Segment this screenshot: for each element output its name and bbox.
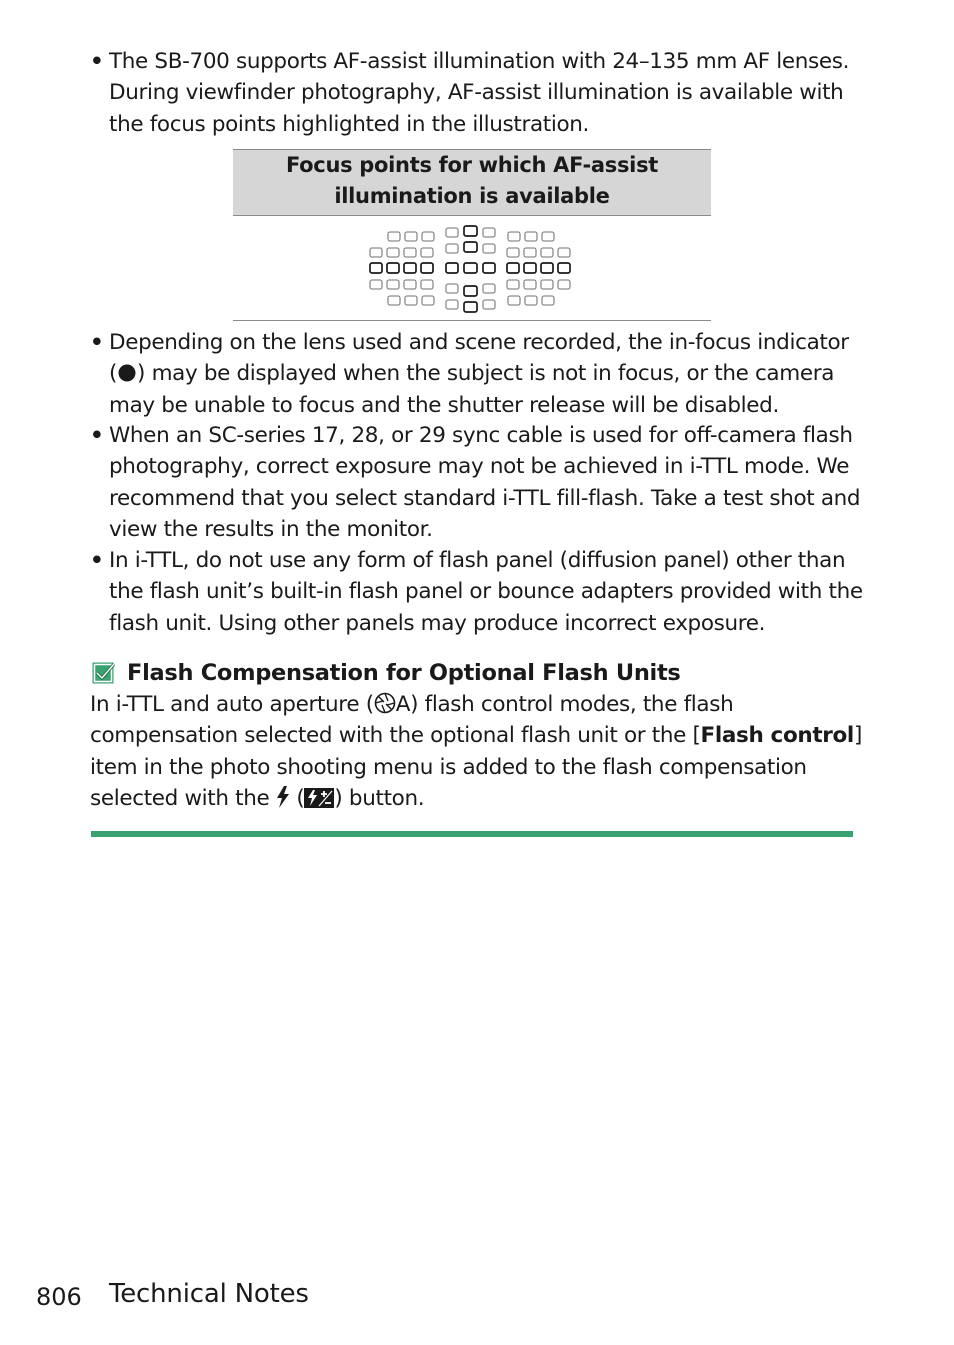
note-heading-text: Flash Compensation for Optional Flash Units [127,660,681,686]
text-line: may be unable to focus and the shutter release will be disabled. [109,392,779,418]
bullet-glyph: • [90,548,104,573]
text-line: In i-TTL, do not use any form of flash panel (diffusion panel) other than [109,548,846,573]
table-header [233,149,711,216]
bullet-flash-panel [90,545,863,639]
table-bottom-rule [233,320,711,321]
text-line: the focus points highlighted in the illustration. [109,111,590,137]
text-line: flash unit. Using other panels may produce incorrect exposure. [109,610,766,636]
bullet-glyph: • [90,49,104,74]
text-line: During viewfinder photography, AF-assist illumination is available with [109,80,844,106]
flash-icon [276,786,290,808]
text-segment: compensation selected with the optional flash unit or the [ [90,723,701,749]
text-segment: selected with the [90,785,276,811]
text-line: Depending on the lens used and scene recorded, the in-focus indicator [109,330,849,355]
table-header-line: Focus points for which AF-assist [285,153,659,177]
text-line: the flash unit’s built-in flash panel or bounce adapters provided with the [109,579,863,605]
text-segment: In i-TTL and auto aperture ( [90,692,374,717]
text-line: item in the photo shooting menu is added to the flash compensation [90,754,807,780]
bullet-glyph: • [90,423,104,448]
text-line: The SB-700 supports AF-assist illumination with 24–135 mm AF lenses. [109,49,850,74]
text-line [90,783,865,814]
text-line [109,358,860,389]
text-line [90,689,865,720]
text-line: view the results in the monitor. [109,516,433,542]
text-segment: ) button. [334,785,425,811]
af-point-grid-illustration [366,222,580,314]
check-note-icon [92,662,116,684]
text-line: recommend that you select standard i-TTL fill-flash. Take a test shot and [109,485,861,511]
text-line [90,720,865,751]
page-number: 806 [36,1283,82,1311]
text-segment: ( [109,361,118,387]
bullet-sb700-af-assist [90,46,860,140]
section-name: Technical Notes [109,1279,309,1309]
bullet-in-focus-indicator [90,327,860,421]
text-line: photography, correct exposure may not be achieved in i-TTL mode. We [109,454,850,480]
text-line: When an SC-series 17, 28, or 29 sync cable is used for off-camera flash [109,423,853,448]
flash-compensation-icon [304,788,334,808]
text-segment: ) may be displayed when the subject is not in focus, or the camera [137,361,835,387]
menu-item-reference: Flash control [700,723,854,749]
note-body [90,689,865,814]
text-segment: ] [853,723,862,749]
text-segment: A) flash control modes, the flash [395,692,734,717]
bullet-glyph: • [90,330,104,355]
auto-aperture-icon [374,692,396,714]
bullet-sync-cable [90,420,860,545]
in-focus-indicator-icon [117,363,137,383]
text-segment: ( [289,785,305,811]
note-end-rule [91,831,853,837]
table-header-line: illumination is available [334,184,610,208]
